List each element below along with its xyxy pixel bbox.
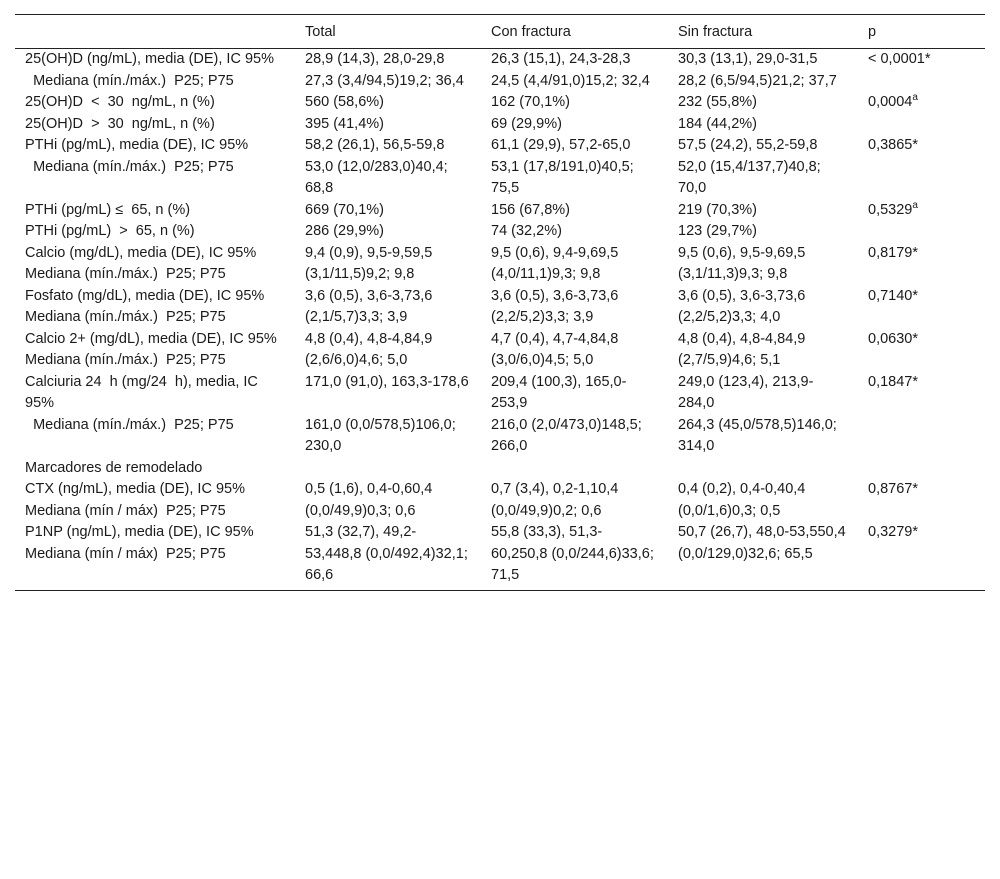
row-label <box>15 135 295 157</box>
cell-sin-fractura-text: 52,0 (15,4/137,7)40,8; 70,0 <box>678 158 821 196</box>
cell-sin-fractura-text: 57,5 (24,2), 55,2-59,8 <box>678 137 818 153</box>
cell-p-value-text: 0,8767* <box>868 481 918 497</box>
cell-total-text: 171,0 (91,0), 163,3-178,6 <box>305 373 469 390</box>
row-label-text: Mediana (mín./máx.) P25; P75 <box>25 158 234 175</box>
cell-p-value-text: 0,3279* <box>868 524 918 540</box>
cell-sin-fractura <box>668 372 858 415</box>
table-row <box>15 286 985 329</box>
cell-total <box>295 479 481 522</box>
cell-sin-fractura-text: 30,3 (13,1), 29,0-31,5 <box>678 51 818 67</box>
cell-sin-fractura <box>668 157 858 200</box>
table-row <box>15 157 985 200</box>
cell-con-fractura <box>481 329 668 372</box>
cell-total <box>295 92 481 114</box>
row-label <box>15 71 295 93</box>
cell-con-fractura <box>481 286 668 329</box>
row-label <box>15 329 295 372</box>
cell-total <box>295 135 481 157</box>
cell-con-fractura <box>481 221 668 243</box>
row-label <box>15 479 295 522</box>
cell-sin-fractura <box>668 286 858 329</box>
table-row <box>15 458 985 480</box>
header-row <box>15 15 985 49</box>
table-row <box>15 49 985 71</box>
table-row <box>15 479 985 522</box>
row-label-text: Calcio (mg/dL), media (DE), IC 95% Mediana (mín./máx.) P25; P75 <box>25 244 265 282</box>
cell-p-value <box>858 71 985 93</box>
cell-sin-fractura <box>668 71 858 93</box>
cell-con-fractura <box>481 415 668 458</box>
cell-sin-fractura <box>668 458 858 480</box>
row-label <box>15 49 295 71</box>
table-row <box>15 415 985 458</box>
footnote-marker: a <box>912 92 918 103</box>
cell-total <box>295 114 481 136</box>
cell-total-text: 9,4 (0,9), 9,5-9,59,5 (3,1/11,5)9,2; 9,8 <box>305 244 433 282</box>
cell-sin-fractura <box>668 221 858 243</box>
table-row <box>15 92 985 114</box>
row-label-text: Mediana (mín./máx.) P25; P75 <box>25 416 234 433</box>
header-total: Total <box>295 15 481 49</box>
cell-sin-fractura <box>668 135 858 157</box>
row-label-text: Mediana (mín./máx.) P25; P75 <box>25 72 234 89</box>
cell-p-value <box>858 157 985 200</box>
cell-con-fractura-text: 53,1 (17,8/191,0)40,5; 75,5 <box>491 158 634 196</box>
cell-total <box>295 372 481 415</box>
cell-con-fractura-text: 162 (70,1%) <box>491 94 570 110</box>
cell-con-fractura-text: 55,8 (33,3), 51,3-60,250,8 (0,0/244,6)33,6; 71,5 <box>491 524 654 583</box>
cell-total-text: 51,3 (32,7), 49,2-53,448,8 (0,0/492,4)32,1; 66,6 <box>305 524 468 583</box>
table-row <box>15 200 985 222</box>
header-p-value: p <box>858 15 985 49</box>
cell-con-fractura-text: 61,1 (29,9), 57,2-65,0 <box>491 137 631 153</box>
cell-con-fractura <box>481 71 668 93</box>
cell-sin-fractura <box>668 92 858 114</box>
header-sin-fractura: Sin fractura <box>668 15 858 49</box>
cell-sin-fractura <box>668 329 858 372</box>
row-label-text: Calcio 2+ (mg/dL), media (DE), IC 95% Mediana (mín./máx.) P25; P75 <box>25 330 285 368</box>
cell-total-text: 286 (29,9%) <box>305 223 384 239</box>
cell-con-fractura <box>481 522 668 590</box>
cell-total <box>295 221 481 243</box>
cell-total-text: 4,8 (0,4), 4,8-4,84,9 (2,6/6,0)4,6; 5,0 <box>305 330 433 368</box>
cell-con-fractura-text: 0,7 (3,4), 0,2-1,10,4 (0,0/49,9)0,2; 0,6 <box>491 481 619 519</box>
table-row <box>15 522 985 590</box>
cell-con-fractura <box>481 243 668 286</box>
cell-con-fractura-text: 69 (29,9%) <box>491 115 562 132</box>
cell-sin-fractura-text: 0,4 (0,2), 0,4-0,40,4 (0,0/1,6)0,3; 0,5 <box>678 481 806 519</box>
cell-sin-fractura <box>668 522 858 590</box>
cell-con-fractura-text: 209,4 (100,3), 165,0-253,9 <box>491 373 627 411</box>
cell-total-text: 395 (41,4%) <box>305 115 384 132</box>
row-label <box>15 372 295 415</box>
header-label-column <box>15 15 295 49</box>
cell-p-value <box>858 114 985 136</box>
results-table <box>15 14 985 591</box>
cell-p-value <box>858 522 985 590</box>
cell-sin-fractura-text: 219 (70,3%) <box>678 201 757 218</box>
cell-p-value <box>858 415 985 458</box>
table-row <box>15 135 985 157</box>
cell-con-fractura-text: 24,5 (4,4/91,0)15,2; 32,4 <box>491 72 650 89</box>
cell-total <box>295 286 481 329</box>
cell-con-fractura-text: 9,5 (0,6), 9,4-9,69,5 (4,0/11,1)9,3; 9,8 <box>491 244 619 282</box>
cell-p-value-text: 0,0004 <box>868 94 913 110</box>
cell-con-fractura-text: 3,6 (0,5), 3,6-3,73,6 (2,2/5,2)3,3; 3,9 <box>491 287 619 325</box>
row-label <box>15 221 295 243</box>
cell-p-value <box>858 458 985 480</box>
cell-sin-fractura <box>668 415 858 458</box>
cell-total-text: 3,6 (0,5), 3,6-3,73,6 (2,1/5,7)3,3; 3,9 <box>305 287 433 325</box>
cell-con-fractura-text: 74 (32,2%) <box>491 223 562 239</box>
cell-p-value <box>858 49 985 71</box>
table-row <box>15 372 985 415</box>
cell-con-fractura <box>481 49 668 71</box>
cell-p-value-text: 0,5329 <box>868 201 913 218</box>
cell-p-value <box>858 479 985 522</box>
cell-p-value-text: 0,3865* <box>868 137 918 153</box>
table-row <box>15 221 985 243</box>
row-label <box>15 243 295 286</box>
cell-sin-fractura-text: 264,3 (45,0/578,5)146,0; 314,0 <box>678 416 837 454</box>
cell-p-value <box>858 286 985 329</box>
cell-con-fractura <box>481 458 668 480</box>
cell-con-fractura <box>481 372 668 415</box>
cell-con-fractura-text: 26,3 (15,1), 24,3-28,3 <box>491 51 631 67</box>
cell-total <box>295 49 481 71</box>
cell-p-value <box>858 372 985 415</box>
cell-sin-fractura-text: 4,8 (0,4), 4,8-4,84,9 (2,7/5,9)4,6; 5,1 <box>678 330 806 368</box>
cell-sin-fractura-text: 184 (44,2%) <box>678 115 757 132</box>
cell-p-value <box>858 329 985 372</box>
row-label-text: Calciuria 24 h (mg/24 h), media, IC 95% <box>25 373 262 411</box>
row-label <box>15 114 295 136</box>
cell-sin-fractura-text: 3,6 (0,5), 3,6-3,73,6 (2,2/5,2)3,3; 4,0 <box>678 287 806 325</box>
row-label <box>15 200 295 222</box>
cell-total-text: 0,5 (1,6), 0,4-0,60,4 (0,0/49,9)0,3; 0,6 <box>305 481 433 519</box>
cell-total <box>295 71 481 93</box>
cell-total <box>295 458 481 480</box>
cell-total <box>295 200 481 222</box>
cell-con-fractura <box>481 114 668 136</box>
cell-sin-fractura-text: 50,7 (26,7), 48,0-53,550,4 (0,0/129,0)32,6; 65,5 <box>678 524 846 562</box>
cell-p-value-text: 0,8179* <box>868 244 918 261</box>
cell-sin-fractura-text: 123 (29,7%) <box>678 223 757 239</box>
cell-con-fractura <box>481 479 668 522</box>
table-row <box>15 329 985 372</box>
row-label-text: CTX (ng/mL), media (DE), IC 95% Mediana (mín / máx) P25; P75 <box>25 481 254 519</box>
cell-con-fractura-text: 216,0 (2,0/473,0)148,5; 266,0 <box>491 416 642 454</box>
cell-total-text: 53,0 (12,0/283,0)40,4; 68,8 <box>305 158 448 196</box>
cell-sin-fractura <box>668 243 858 286</box>
cell-sin-fractura-text: 232 (55,8%) <box>678 94 757 110</box>
table-row <box>15 243 985 286</box>
cell-total <box>295 243 481 286</box>
cell-p-value <box>858 92 985 114</box>
cell-total <box>295 522 481 590</box>
cell-p-value-text: < 0,0001* <box>868 51 931 67</box>
row-label-text: PTHi (pg/mL) ≤ 65, n (%) <box>25 201 191 218</box>
cell-total-text: 58,2 (26,1), 56,5-59,8 <box>305 137 445 153</box>
row-label <box>15 92 295 114</box>
row-label-text: 25(OH)D > 30 ng/mL, n (%) <box>25 115 215 132</box>
cell-total-text: 161,0 (0,0/578,5)106,0; 230,0 <box>305 416 456 454</box>
cell-sin-fractura <box>668 49 858 71</box>
cell-con-fractura-text: 156 (67,8%) <box>491 201 570 218</box>
cell-total-text: 669 (70,1%) <box>305 201 384 218</box>
cell-sin-fractura-text: 28,2 (6,5/94,5)21,2; 37,7 <box>678 72 837 89</box>
header-con-fractura: Con fractura <box>481 15 668 49</box>
row-label-text: Fosfato (mg/dL), media (DE), IC 95% Mediana (mín./máx.) P25; P75 <box>25 287 273 325</box>
row-label-text: PTHi (pg/mL), media (DE), IC 95% <box>25 137 249 153</box>
cell-total-text: 28,9 (14,3), 28,0-29,8 <box>305 51 445 67</box>
cell-con-fractura <box>481 157 668 200</box>
row-label-text: 25(OH)D (ng/mL), media (DE), IC 95% <box>25 51 274 67</box>
cell-p-value-text: 0,1847* <box>868 373 918 390</box>
cell-sin-fractura <box>668 200 858 222</box>
cell-p-value <box>858 221 985 243</box>
table-header <box>15 15 985 49</box>
results-table-container <box>15 14 985 591</box>
cell-sin-fractura <box>668 114 858 136</box>
cell-sin-fractura <box>668 479 858 522</box>
row-label <box>15 415 295 458</box>
cell-p-value <box>858 135 985 157</box>
cell-p-value-text: 0,7140* <box>868 287 918 304</box>
cell-total-text: 27,3 (3,4/94,5)19,2; 36,4 <box>305 72 464 89</box>
cell-total <box>295 157 481 200</box>
cell-sin-fractura-text: 9,5 (0,6), 9,5-9,69,5 (3,1/11,3)9,3; 9,8 <box>678 244 806 282</box>
row-label <box>15 458 295 480</box>
cell-p-value <box>858 200 985 222</box>
row-label-text: PTHi (pg/mL) > 65, n (%) <box>25 223 195 239</box>
row-label <box>15 286 295 329</box>
cell-total-text: 560 (58,6%) <box>305 94 384 110</box>
cell-con-fractura <box>481 135 668 157</box>
row-label <box>15 522 295 590</box>
cell-total <box>295 329 481 372</box>
cell-p-value-text: 0,0630* <box>868 330 918 347</box>
row-label-text: 25(OH)D < 30 ng/mL, n (%) <box>25 94 215 110</box>
row-label <box>15 157 295 200</box>
cell-sin-fractura-text: 249,0 (123,4), 213,9-284,0 <box>678 373 814 411</box>
row-label-text: P1NP (ng/mL), media (DE), IC 95% Mediana (mín / máx) P25; P75 <box>25 524 262 562</box>
cell-p-value <box>858 243 985 286</box>
row-label-text: Marcadores de remodelado <box>25 459 203 476</box>
table-row <box>15 114 985 136</box>
table-body <box>15 49 985 591</box>
footnote-marker: a <box>912 199 918 211</box>
table-row <box>15 71 985 93</box>
cell-con-fractura-text: 4,7 (0,4), 4,7-4,84,8 (3,0/6,0)4,5; 5,0 <box>491 330 619 368</box>
cell-con-fractura <box>481 92 668 114</box>
cell-con-fractura <box>481 200 668 222</box>
cell-total <box>295 415 481 458</box>
